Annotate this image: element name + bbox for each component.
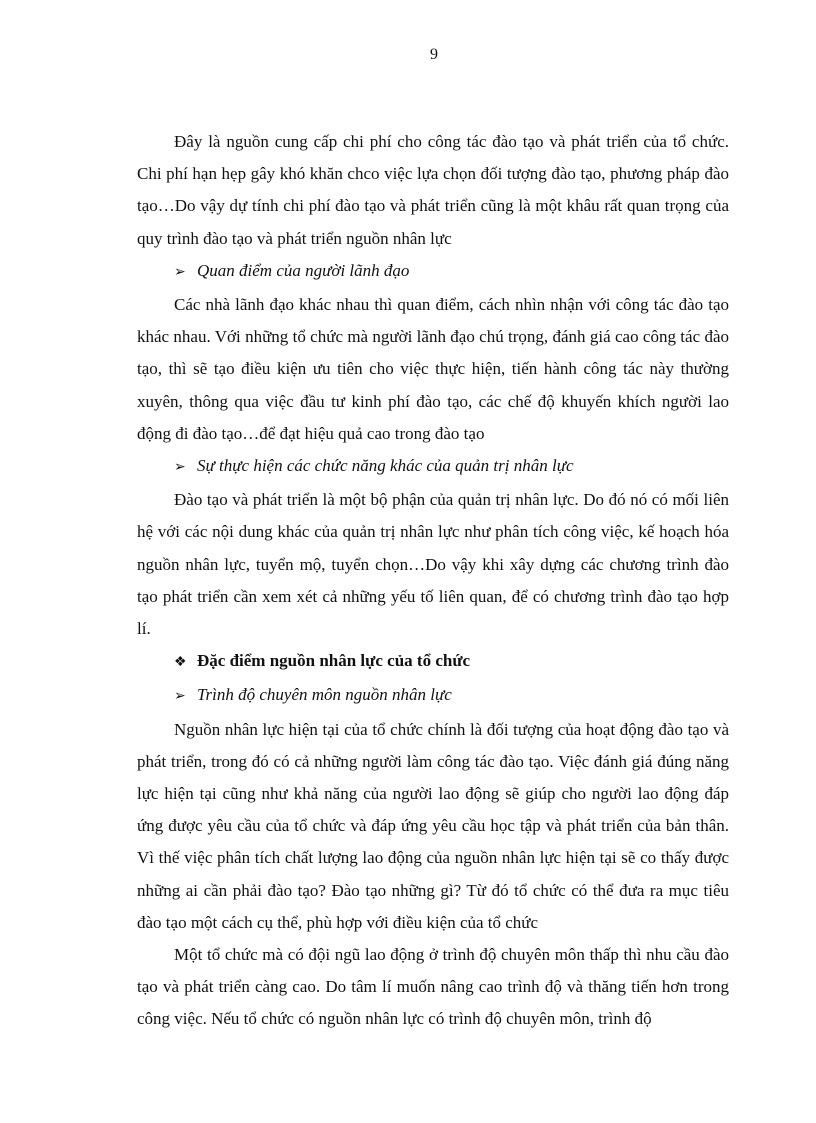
arrow-bullet-icon: ➢: [174, 460, 186, 476]
bullet-label: Quan điểm của người lãnh đạo: [197, 260, 410, 280]
paragraph-leader-view: Các nhà lãnh đạo khác nhau thì quan điểm, cách nhìn nhận với công tác đào tạo khác nhau. Với những tổ chức mà người lãnh đạo chú trọng, đánh giá cao công tác đào tạo, thì sẽ tạo điều kiện ưu tiên cho việc thực hiện, tiến hành công tác này thường xuyên, thông qua việc đầu tư kinh phí đào tạo, các chế độ khuyến khích người lao động đi đào tạo…để đạt hiệu quả cao trong đào tạo: [137, 295, 729, 443]
paragraph-current-workforce: Nguồn nhân lực hiện tại của tổ chức chính là đối tượng của hoạt động đào tạo và phát triển, trong đó có cả những người làm công tác đào tạo. Việc đánh giá đúng năng lực hiện tại cũng như khả năng của người lao động sẽ giúp cho người lao động đáp ứng được yêu cầu của tổ chức và đáp ứng yêu cầu học tập và phát triển của bản thân. Vì thế việc phân tích chất lượng lao động của nguồn nhân lực hiện tại sẽ co thấy được những ai cần phải đào tạo? Đào tạo những gì? Từ đó tổ chức có thể đưa ra mục tiêu đào tạo một cách cụ thể, phù hợp với điều kiện của tổ chức: [137, 719, 729, 932]
page-number: 9: [430, 46, 438, 63]
diamond-bullet-icon: ❖: [174, 655, 187, 671]
bullet-leader-view: [137, 255, 729, 289]
document-body: [137, 126, 729, 1036]
bullet-label: Trình độ chuyên môn nguồn nhân lực: [197, 685, 452, 705]
section-heading-label: Đặc điểm nguồn nhân lực của tổ chức: [197, 651, 471, 671]
paragraph-low-skill-organization: Một tổ chức mà có đội ngũ lao động ở trình độ chuyên môn thấp thì nhu cầu đào tạo và phát triển càng cao. Do tâm lí muốn nâng cao trình độ và thăng tiến hơn trong công việc. Nếu tổ chức có nguồn nhân lực có trình độ chuyên môn, trình độ: [137, 945, 729, 1029]
arrow-bullet-icon: ➢: [174, 689, 186, 705]
paragraph-training-cost: Đây là nguồn cung cấp chi phí cho công tác đào tạo và phát triển của tổ chức. Chi phí hạn hẹp gây khó khăn chco việc lựa chọn đối tượng đào tạo, phương pháp đào tạo…Do vậy dự tính chi phí đào tạo và phát triển cũng là một khâu rất quan trọng của quy trình đào tạo và phát triển nguồn nhân lực: [137, 132, 729, 248]
bullet-label: Sự thực hiện các chức năng khác của quản trị nhân lực: [197, 456, 574, 476]
arrow-bullet-icon: ➢: [174, 264, 186, 280]
section-heading-hr-characteristics: [137, 645, 729, 679]
paragraph-hr-functions: Đào tạo và phát triển là một bộ phận của quản trị nhân lực. Do đó nó có mối liên hệ với các nội dung khác của quản trị nhân lực như phân tích công việc, kế hoạch hóa nguồn nhân lực, tuyển mộ, tuyển chọn…Do vậy khi xây dựng các chương trình đào tạo phát triển cần xem xét cả những yếu tố liên quan, để có chương trình đào tạo hợp lí.: [137, 490, 729, 639]
bullet-hr-functions: [137, 450, 729, 484]
bullet-professional-level: [137, 679, 729, 713]
